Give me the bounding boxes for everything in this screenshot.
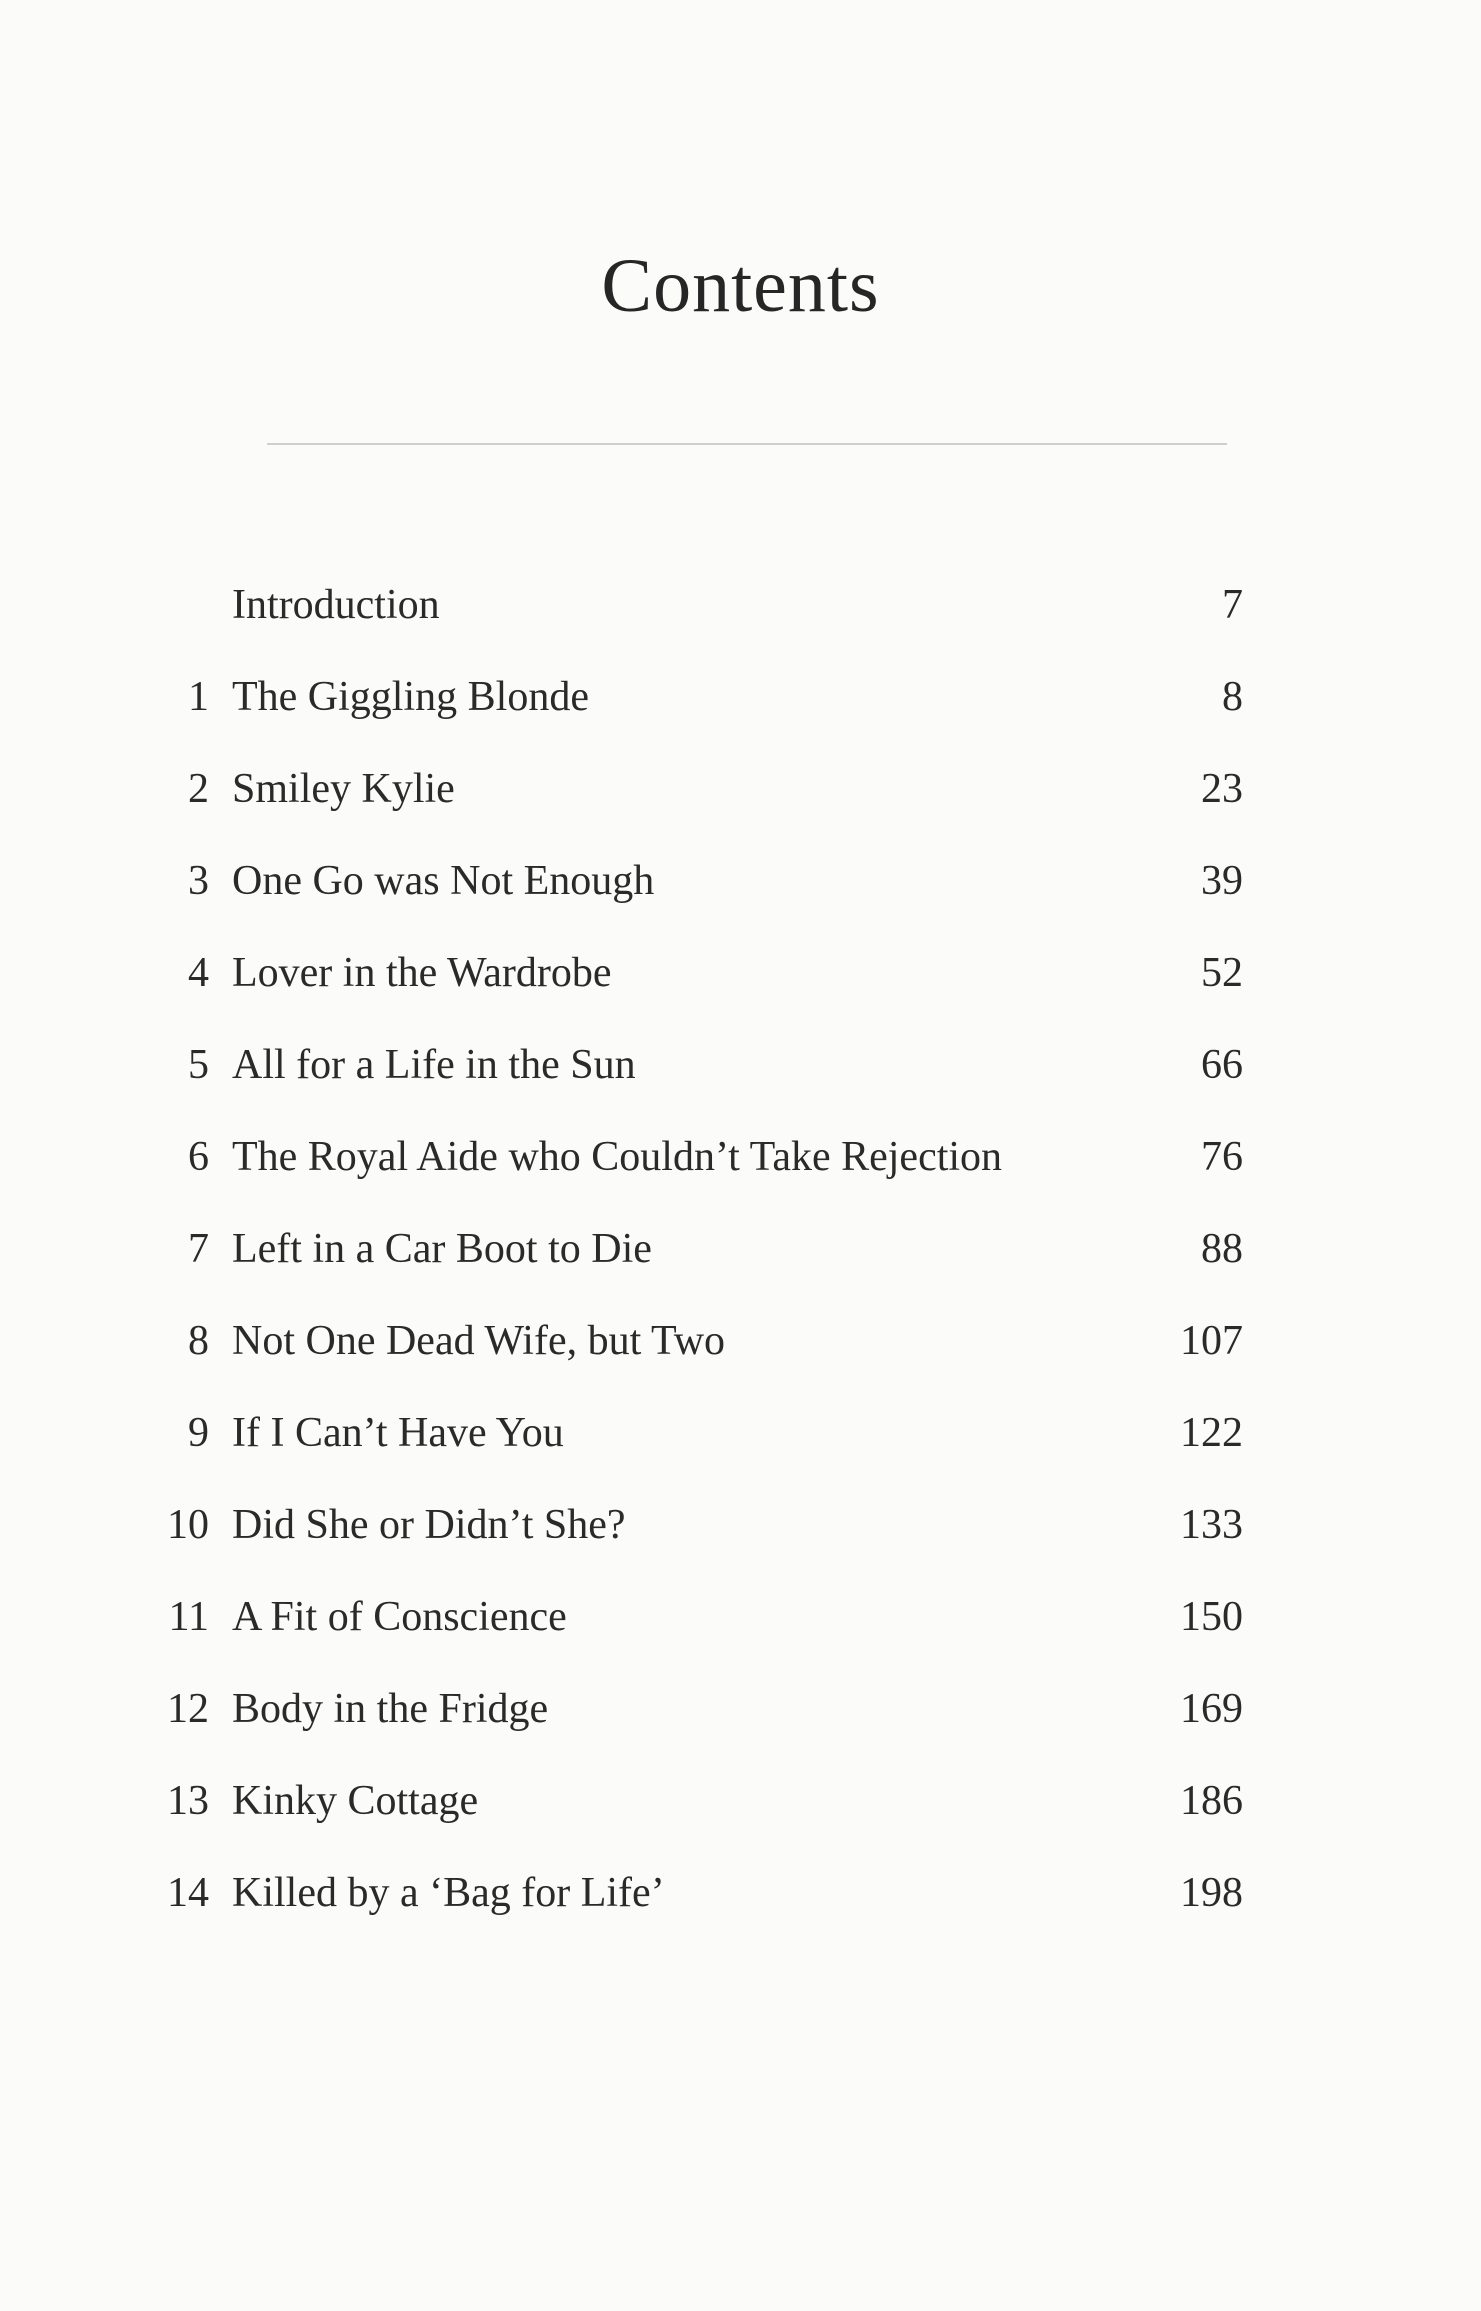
toc-entry (0, 1403, 1481, 1463)
chapter-title: The Giggling Blonde (232, 674, 589, 720)
chapter-number: 12 (167, 1686, 209, 1732)
chapter-title: Smiley Kylie (232, 766, 455, 812)
page-number: 186 (1180, 1778, 1243, 1824)
chapter-number: 2 (188, 766, 209, 812)
page-number: 88 (1201, 1226, 1243, 1272)
chapter-title: Kinky Cottage (232, 1778, 479, 1824)
page-number: 8 (1222, 674, 1243, 720)
toc-entry (0, 1863, 1481, 1923)
chapter-number: 13 (167, 1778, 209, 1824)
page-number: 52 (1201, 950, 1243, 996)
page-number: 7 (1222, 582, 1243, 628)
page-number: 23 (1201, 766, 1243, 812)
page-number: 150 (1180, 1594, 1243, 1640)
page-number: 169 (1180, 1686, 1243, 1732)
page-number: 107 (1180, 1318, 1243, 1364)
toc-entry (0, 943, 1481, 1003)
chapter-number: 8 (188, 1318, 209, 1364)
chapter-number: 9 (188, 1410, 209, 1456)
chapter-number: 11 (168, 1594, 209, 1640)
chapter-number: 3 (188, 858, 209, 904)
toc-entry (0, 575, 1481, 635)
chapter-title: All for a Life in the Sun (232, 1042, 636, 1088)
chapter-title: Left in a Car Boot to Die (232, 1226, 652, 1272)
toc-entry (0, 1311, 1481, 1371)
toc-entry (0, 1495, 1481, 1555)
toc-entry (0, 1127, 1481, 1187)
chapter-title: Lover in the Wardrobe (232, 950, 612, 996)
chapter-title: A Fit of Conscience (232, 1594, 567, 1640)
chapter-number: 14 (167, 1870, 209, 1916)
chapter-number: 10 (167, 1502, 209, 1548)
chapter-title: Not One Dead Wife, but Two (232, 1318, 726, 1364)
toc-entry (0, 1035, 1481, 1095)
toc-entry (0, 1771, 1481, 1831)
title-divider (267, 443, 1227, 445)
page-number: 133 (1180, 1502, 1243, 1548)
chapter-number: 4 (188, 950, 209, 996)
page-number: 122 (1180, 1410, 1243, 1456)
toc-entry (0, 851, 1481, 911)
chapter-number: 5 (188, 1042, 209, 1088)
chapter-title: One Go was Not Enough (232, 858, 655, 904)
toc-entry (0, 1679, 1481, 1739)
chapter-title: Introduction (232, 582, 440, 628)
toc-entry (0, 1219, 1481, 1279)
page-number: 76 (1201, 1134, 1243, 1180)
toc-entry (0, 759, 1481, 819)
chapter-title: Killed by a ‘Bag for Life’ (232, 1870, 665, 1916)
chapter-title: If I Can’t Have You (232, 1410, 564, 1456)
chapter-title: Did She or Didn’t She? (232, 1502, 626, 1548)
page-number: 39 (1201, 858, 1243, 904)
page-number: 66 (1201, 1042, 1243, 1088)
toc-entry (0, 667, 1481, 727)
chapter-title: The Royal Aide who Couldn’t Take Rejection (232, 1134, 1003, 1180)
toc-entry (0, 1587, 1481, 1647)
chapter-number: 1 (188, 674, 209, 720)
chapter-number: 6 (188, 1134, 209, 1180)
chapter-title: Body in the Fridge (232, 1686, 549, 1732)
page-title: Contents (601, 244, 880, 328)
chapter-number: 7 (188, 1226, 209, 1272)
page-number: 198 (1180, 1870, 1243, 1916)
